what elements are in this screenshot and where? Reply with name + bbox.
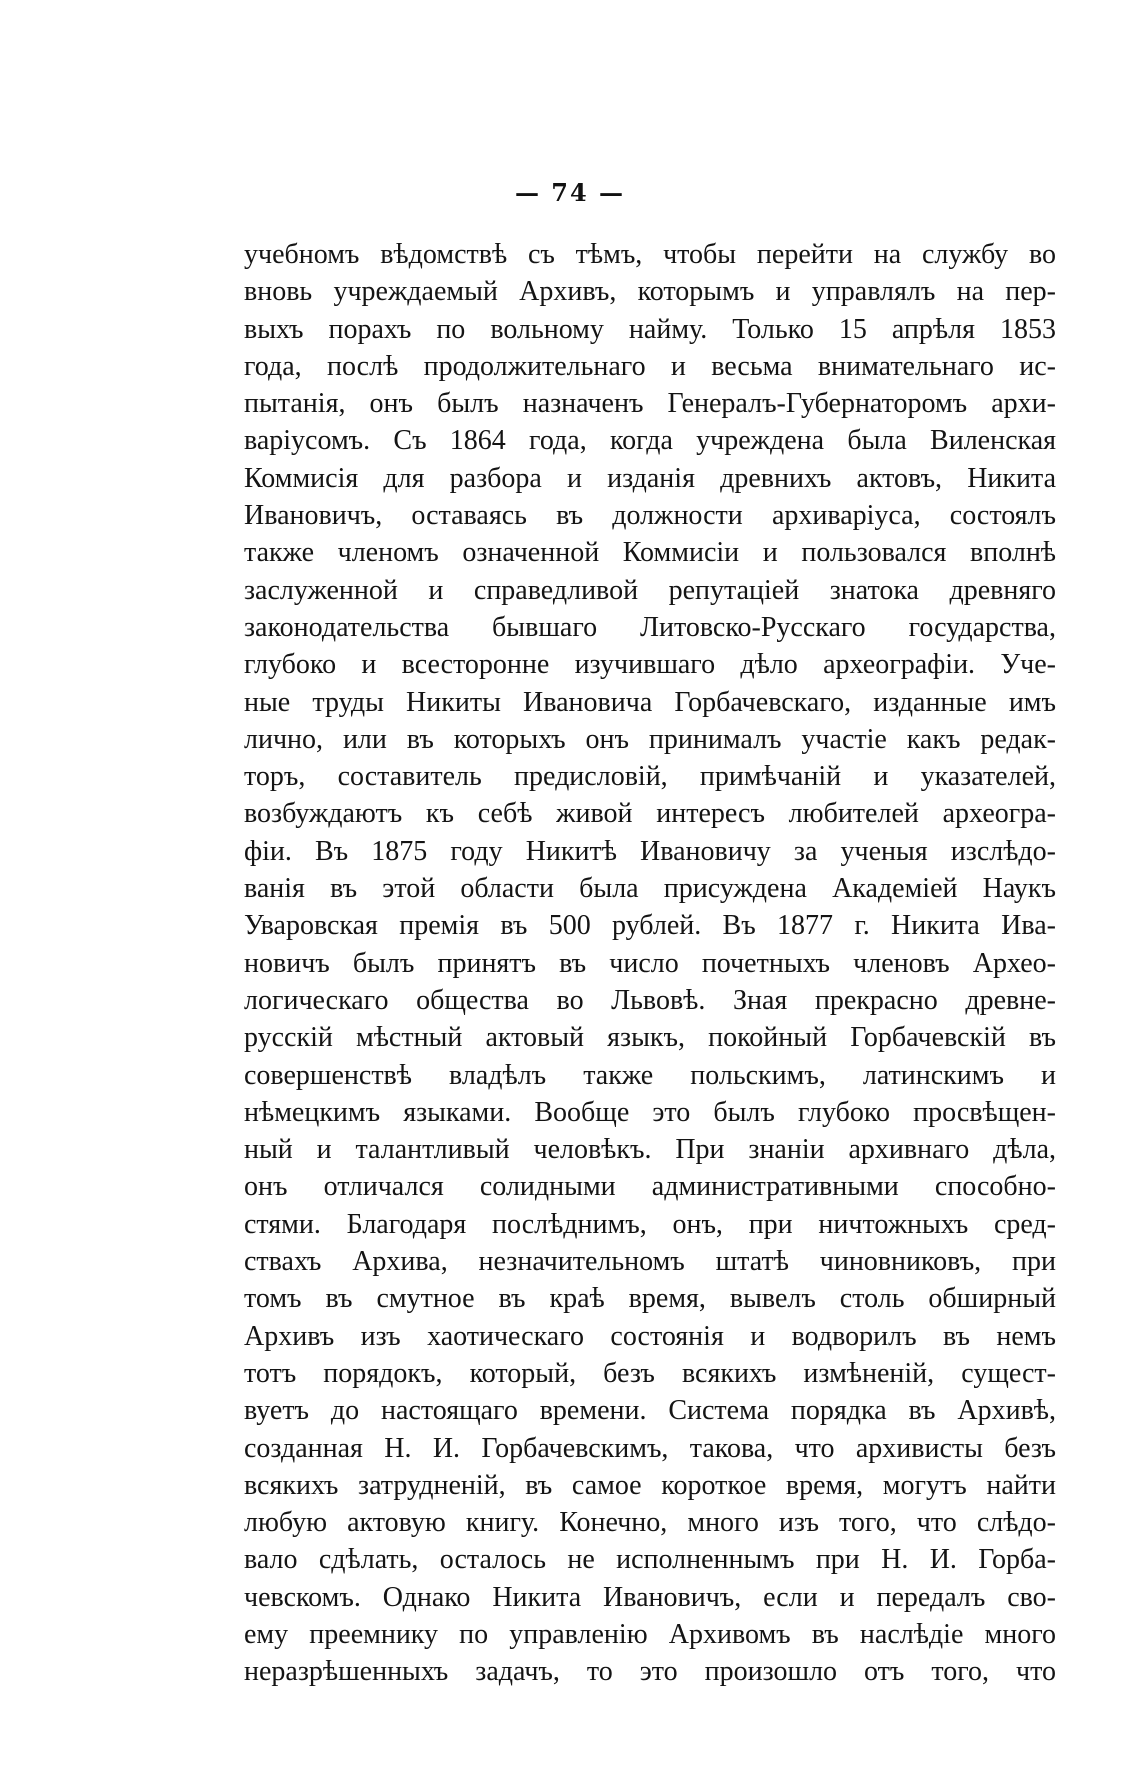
text-line: вало сдѣлать, осталось не исполненнымъ при Н. И. Горба- [244, 1544, 1056, 1576]
text-line: возбуждаютъ къ себѣ живой интересъ любителей археогра- [244, 798, 1056, 830]
text-line: торъ, составитель предисловій, примѣчаній и указателей, [244, 761, 1056, 793]
text-line: Архивъ изъ хаотическаго состоянія и водворилъ въ немъ [244, 1320, 1056, 1352]
text-line: Коммисія для разбора и изданія древнихъ актовъ, Никита [244, 462, 1056, 494]
text-line: русскій мѣстный актовый языкъ, покойный Горбачевскій въ [244, 1022, 1056, 1054]
text-line: вуетъ до настоящаго времени. Система порядка въ Архивѣ, [244, 1395, 1056, 1427]
text-line: тотъ порядокъ, который, безъ всякихъ измѣненій, сущест- [244, 1357, 1056, 1389]
text-line: Уваровская премія въ 500 рублей. Въ 1877 г. Никита Ива- [244, 910, 1056, 942]
text-line: ный и талантливый человѣкъ. При знаніи архивнаго дѣла, [244, 1134, 1056, 1166]
text-line: томъ въ смутное въ краѣ время, вывелъ столь обширный [244, 1283, 1056, 1315]
text-line: ему преемнику по управленію Архивомъ въ наслѣдіе много [244, 1618, 1056, 1650]
text-line: нѣмецкимъ языками. Вообще это былъ глубоко просвѣщен- [244, 1096, 1056, 1128]
text-line: заслуженной и справедливой репутаціей знатока древняго [244, 574, 1056, 606]
text-line: выхъ порахъ по вольному найму. Только 15 апрѣля 1853 [244, 313, 1056, 345]
body-text [244, 236, 1056, 1691]
text-line: вновь учреждаемый Архивъ, которымъ и управлялъ на пер- [244, 276, 1056, 308]
text-line: всякихъ затрудненій, въ самое короткое время, могутъ найти [244, 1469, 1056, 1501]
text-line: любую актовую книгу. Конечно, много изъ того, что слѣдо- [244, 1507, 1056, 1539]
text-line: также членомъ означенной Коммисіи и пользовался вполнѣ [244, 537, 1056, 569]
text-line: лично, или въ которыхъ онъ принималъ участіе какъ редак- [244, 723, 1056, 755]
text-line: неразрѣшенныхъ задачъ, то это произошло отъ того, что [244, 1656, 1056, 1688]
text-line: пытанія, онъ былъ назначенъ Генералъ-Губернаторомъ архи- [244, 388, 1056, 420]
text-line: новичъ былъ принятъ въ число почетныхъ членовъ Архео- [244, 947, 1056, 979]
text-line: Ивановичъ, оставаясь въ должности архиваріуса, состоялъ [244, 500, 1056, 532]
text-line: глубоко и всесторонне изучившаго дѣло археографіи. Уче- [244, 649, 1056, 681]
text-line: фіи. Въ 1875 году Никитѣ Ивановичу за ученыя изслѣдо- [244, 835, 1056, 867]
text-line: ные труды Никиты Ивановича Горбачевскаго, изданные имъ [244, 686, 1056, 718]
text-line: законодательства бывшаго Литовско-Русскаго государства, [244, 611, 1056, 643]
text-line: года, послѣ продолжительнаго и весьма внимательнаго ис- [244, 350, 1056, 382]
text-line: ванія въ этой области была присуждена Академіей Наукъ [244, 873, 1056, 905]
text-line: онъ отличался солидными административными способно- [244, 1171, 1056, 1203]
text-line: логическаго общества во Львовѣ. Зная прекрасно древне- [244, 984, 1056, 1016]
text-line: стями. Благодаря послѣднимъ, онъ, при ничтожныхъ сред- [244, 1208, 1056, 1240]
text-line: учебномъ вѣдомствѣ съ тѣмъ, чтобы перейти на службу во [244, 239, 1056, 270]
text-line: варіусомъ. Съ 1864 года, когда учреждена была Виленская [244, 425, 1056, 457]
text-line: созданная Н. И. Горбачевскимъ, такова, что архивисты безъ [244, 1432, 1056, 1464]
text-line: ствахъ Архива, незначительномъ штатѣ чиновниковъ, при [244, 1246, 1056, 1278]
page-number: — 74 — [514, 178, 626, 207]
text-line: чевскомъ. Однако Никита Ивановичъ, если и передалъ сво- [244, 1581, 1056, 1613]
text-line: совершенствѣ владѣлъ также польскимъ, латинскимъ и [244, 1059, 1056, 1091]
